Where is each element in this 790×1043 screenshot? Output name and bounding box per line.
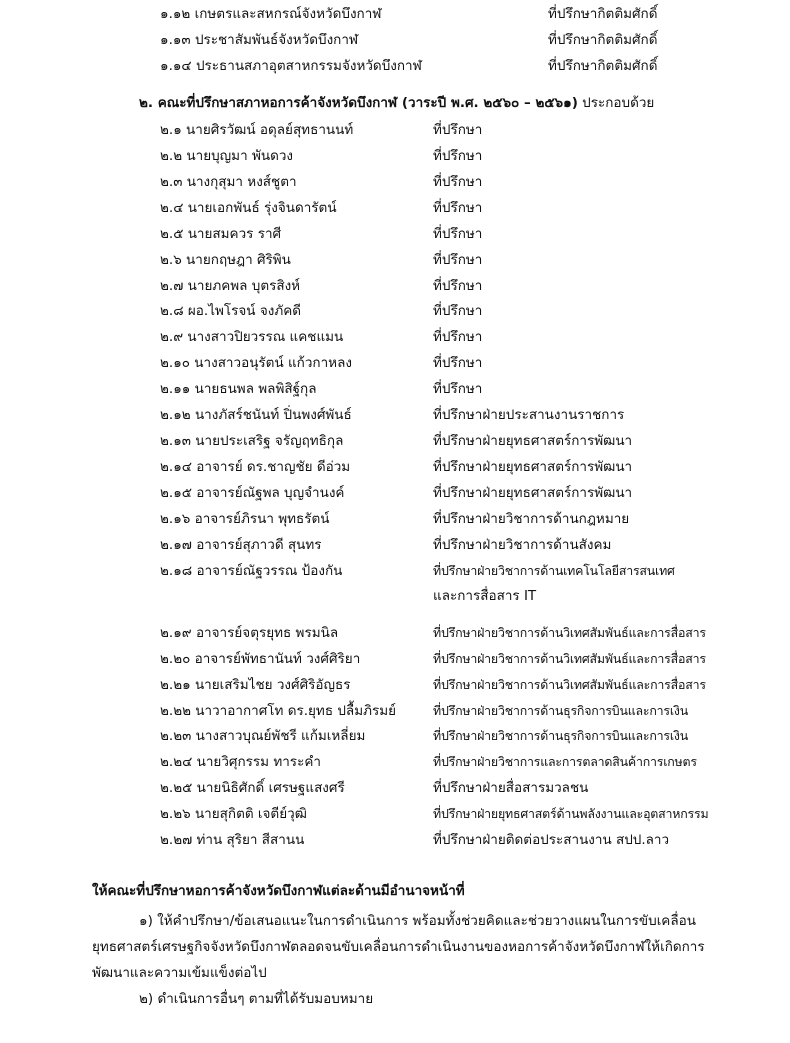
item-role: ที่ปรึกษาฝ่ายยุทธศาสตร์การพัฒนา [433, 459, 633, 475]
item-name: ๒.๑๗ อาจารย์สุภาวดี สุนทร [160, 537, 322, 553]
item-role: ที่ปรึกษา [433, 252, 483, 268]
list-item [0, 723, 790, 749]
list-item [0, 117, 790, 143]
item-name: ๒.๒๐ อาจารย์พัทธานันท์ วงศ์ศิริยา [160, 651, 361, 667]
item-name: ๒.๖ นายกฤษฎา ศิริพิน [160, 252, 291, 268]
list-item [0, 506, 790, 532]
item-role: ที่ปรึกษา [433, 381, 483, 397]
item-role: ที่ปรึกษาฝ่ายวิชาการด้านธุรกิจการบินและการเงิน [433, 728, 689, 743]
item-name: ๒.๑๔ อาจารย์ ดร.ชาญชัย ดีอ่วม [160, 459, 351, 475]
item-role: ที่ปรึกษากิตติมศักดิ์ [548, 32, 658, 48]
item-role: ที่ปรึกษาฝ่ายวิชาการและการตลาดสินค้าการเกษตร [433, 754, 697, 769]
item-name: ๒.๙ นางสาวปิยวรรณ แคชแมน [160, 329, 344, 345]
list-item [0, 221, 790, 247]
duty-item-1-line-3: พัฒนาและความเข้มแข็งต่อไป [92, 965, 267, 981]
item-role: ที่ปรึกษากิตติมศักดิ์ [548, 58, 658, 74]
item-name: ๒.๒ นายบุญมา พันดวง [160, 148, 294, 164]
item-role: ที่ปรึกษาฝ่ายยุทธศาสตร์การพัฒนา [433, 433, 633, 449]
item-name: ๒.๑๖ อาจารย์ภิรนา พุทธรัตน์ [160, 511, 330, 527]
item-name: ๒.๒๕ นายนิธิศักดิ์ เศรษฐแสงศรี [160, 780, 345, 796]
list-item [0, 273, 790, 299]
section-title: ๒. คณะที่ปรึกษาสภาหอการค้าจังหวัดบึงกาฬ (วาระปี พ.ศ. ๒๕๖๐ – ๒๕๖๑) [139, 95, 578, 111]
list-item [0, 454, 790, 480]
item-role: ที่ปรึกษา [433, 148, 483, 164]
item-role: ที่ปรึกษา [433, 122, 483, 138]
list-item [0, 480, 790, 506]
list-item [0, 195, 790, 221]
item-role: ที่ปรึกษา [433, 355, 483, 371]
item-role: ที่ปรึกษาฝ่ายวิชาการด้านวิเทศสัมพันธ์และการสื่อสาร [433, 651, 706, 666]
duties-heading: ให้คณะที่ปรึกษาหอการค้าจังหวัดบึงกาฬแต่ละด้านมีอำนาจหน้าที่ [92, 883, 465, 899]
item-name: ๑.๑๔ ประธานสภาอุตสาหกรรมจังหวัดบึงกาฬ [160, 58, 422, 74]
duty-item-1-line-2: ยุทธศาสตร์เศรษฐกิจจังหวัดบึงกาฬตลอดจนขับเคลื่อนการดำเนินงานของหอการค้าจังหวัดบึงกาฬให้เกิดการ [92, 939, 705, 955]
list-item [0, 247, 790, 273]
list-item [0, 169, 790, 195]
list-item-continuation [0, 583, 790, 609]
list-item [0, 620, 790, 646]
item-role-line2: และการสื่อสาร IT [433, 588, 537, 604]
list-item [0, 143, 790, 169]
list-item [0, 698, 790, 724]
list-item [0, 558, 790, 584]
list-item [0, 298, 790, 324]
item-role: ที่ปรึกษาฝ่ายวิชาการด้านวิเทศสัมพันธ์และการสื่อสาร [433, 625, 706, 640]
duty-item-2: ๒) ดำเนินการอื่นๆ ตามที่ได้รับมอบหมาย [139, 991, 374, 1007]
item-name: ๒.๒๓ นางสาวบุณย์พัชรี แก้มเหลี่ยม [160, 728, 366, 744]
item-role: ที่ปรึกษาฝ่ายสื่อสารมวลชน [433, 780, 589, 796]
item-name: ๒.๑๕ อาจารย์ณัฐพล บุญจำนงค์ [160, 485, 345, 501]
list-item [0, 801, 790, 827]
item-name: ๒.๑๙ อาจารย์จตุรยุทธ พรมนิล [160, 625, 339, 641]
list-item [0, 53, 790, 79]
list-item [0, 402, 790, 428]
list-item [0, 27, 790, 53]
list-item [0, 827, 790, 853]
item-name: ๒.๕ นายสมควร ราศี [160, 226, 282, 242]
list-item [0, 350, 790, 376]
item-role: ที่ปรึกษา [433, 303, 483, 319]
item-name: ๒.๓ นางกุสุมา หงส์ชูตา [160, 174, 297, 190]
list-item [0, 672, 790, 698]
list-item [0, 775, 790, 801]
item-name: ๒.๑๓ นายประเสริฐ จรัญฤทธิกุล [160, 433, 344, 449]
item-role: ที่ปรึกษา [433, 278, 483, 294]
item-role: ที่ปรึกษาฝ่ายวิชาการด้านกฎหมาย [433, 511, 630, 527]
item-role: ที่ปรึกษาฝ่ายยุทธศาสตร์การพัฒนา [433, 485, 633, 501]
item-role: ที่ปรึกษาฝ่ายวิชาการด้านเทคโนโลยีสารสนเทศ [433, 563, 675, 578]
item-role: ที่ปรึกษา [433, 226, 483, 242]
item-name: ๒.๒๑ นายเสริมไชย วงศ์ศิริอัญธร [160, 677, 351, 693]
item-role: ที่ปรึกษา [433, 200, 483, 216]
list-item [0, 532, 790, 558]
item-role: ที่ปรึกษากิตติมศักดิ์ [548, 6, 658, 22]
list-item [0, 324, 790, 350]
item-role: ที่ปรึกษาฝ่ายวิชาการด้านวิเทศสัมพันธ์และการสื่อสาร [433, 677, 706, 692]
item-name: ๒.๗ นายภคพล บุตรสิงห์ [160, 278, 301, 294]
list-item [0, 1, 790, 27]
item-name: ๒.๑ นายศิรวัฒน์ อดุลย์สุทธานนท์ [160, 122, 354, 138]
item-name: ๒.๑๑ นายธนพล พลพิสิฐ์กุล [160, 381, 317, 397]
item-role: ที่ปรึกษาฝ่ายวิชาการด้านสังคม [433, 537, 612, 553]
item-name: ๒.๑๒ นางภัสร์ชนันท์ ปิ่นพงศ์พันธ์ [160, 407, 352, 423]
section-title-suffix: ประกอบด้วย [577, 95, 655, 111]
list-item [0, 376, 790, 402]
item-name: ๒.๒๗ ท่าน สุริยา สีสานน [160, 832, 305, 848]
item-role: ที่ปรึกษาฝ่ายวิชาการด้านธุรกิจการบินและการเงิน [433, 703, 689, 718]
item-name: ๒.๔ นายเอกพันธ์ รุ่งจินดารัตน์ [160, 200, 337, 216]
item-name: ๑.๑๓ ประชาสัมพันธ์จังหวัดบึงกาฬ [160, 32, 359, 48]
item-role: ที่ปรึกษา [433, 174, 483, 190]
item-name: ๒.๑๐ นางสาวอนุรัตน์ แก้วกาหลง [160, 355, 352, 371]
duty-item-1-line-1: ๑) ให้คำปรึกษา/ข้อเสนอแนะในการดำเนินการ พร้อมทั้งช่วยคิดและช่วยวางแผนในการขับเคลื่อน [139, 913, 696, 929]
item-name: ๒.๒๖ นายสุกิตติ เจตีย์วุฒิ [160, 806, 307, 822]
item-role: ที่ปรึกษา [433, 329, 483, 345]
item-name: ๒.๒๔ นายวิศุกรรม ทาระคำ [160, 754, 321, 770]
section-heading [139, 90, 759, 116]
list-item [0, 646, 790, 672]
item-name: ๒.๒๒ นาวาอากาศโท ดร.ยุทธ ปลื้มภิรมย์ [160, 703, 397, 719]
list-item [0, 749, 790, 775]
item-role: ที่ปรึกษาฝ่ายประสานงานราชการ [433, 407, 625, 423]
item-name: ๑.๑๒ เกษตรและสหกรณ์จังหวัดบึงกาฬ [160, 6, 382, 22]
item-name: ๒.๑๘ อาจารย์ณัฐวรรณ ป้องกัน [160, 563, 343, 579]
item-role: ที่ปรึกษาฝ่ายติดต่อประสานงาน สปป.ลาว [433, 832, 670, 848]
list-item [0, 428, 790, 454]
item-role: ที่ปรึกษาฝ่ายยุทธศาสตร์ด้านพลังงานและอุตสาหกรรม [433, 806, 709, 821]
item-name: ๒.๘ ผอ.ไพโรจน์ จงภัคดี [160, 303, 302, 319]
